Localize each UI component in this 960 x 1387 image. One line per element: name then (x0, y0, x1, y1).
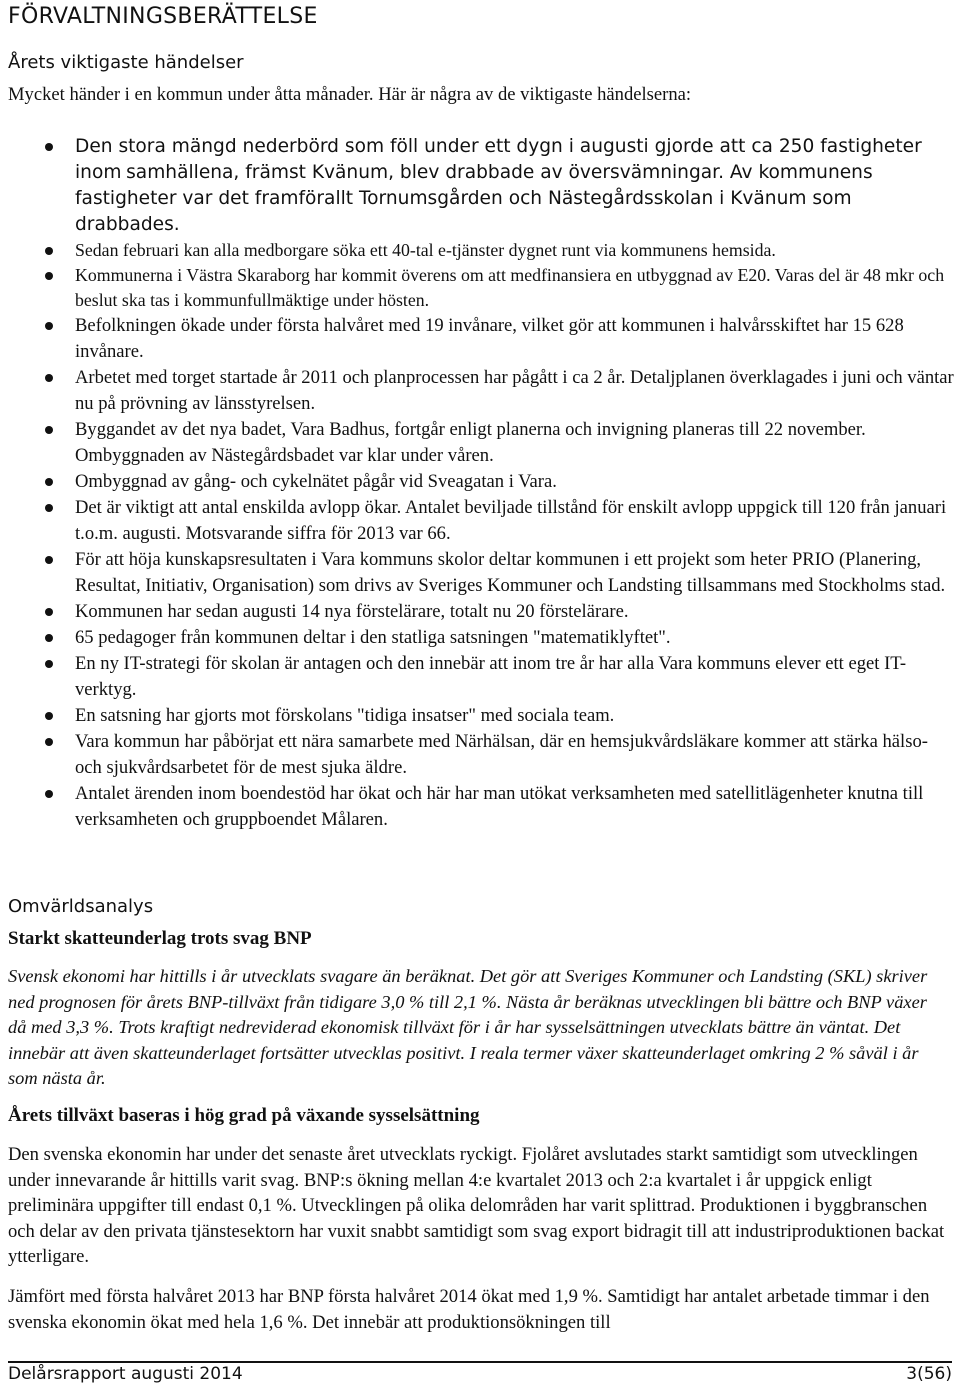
list-item-rest: satellitlägenheter knutna till verksamheten och gruppboendet Målaren. (75, 783, 924, 830)
list-item-first: För att höja kunskapsresultaten i Vara kommuns skolor deltar kommunen i ett projekt som heter (75, 549, 788, 570)
list-item-first: En ny IT-strategi för skolan är antagen och den innebär att inom tre år har alla Vara kommuns (75, 653, 771, 674)
list-item (0, 729, 955, 781)
intro-text: Mycket händer i en kommun under åtta månader. Här är några av de viktigaste händelserna: (8, 84, 692, 105)
list-item-first: Ombyggnad av gång- och cykelnätet pågår vid Sveagatan i Vara. (75, 471, 557, 492)
list-item-rest: att stärka hälso- och sjukvårdsarbetet för de mest sjuka äldre. (75, 731, 928, 778)
bullet-icon (45, 504, 53, 512)
list-item-rest: samhällena, främst Kvänum, blev drabbade av översvämningar. Av kommunens fastigheter var det framförallt Tornumsgården och Nästegårdsskolan i Kvänum som drabbades. (75, 162, 873, 235)
list-item-rest: elever ett eget IT-verktyg. (75, 653, 907, 700)
list-item (0, 365, 955, 417)
bullet-icon (45, 634, 53, 642)
bullet-icon (45, 143, 53, 151)
list-item-first: Antalet ärenden inom boendestöd har ökat och här har man utökat verksamheten med (75, 783, 712, 804)
bullet-icon (45, 374, 53, 382)
list-item (0, 547, 955, 599)
bullet-icon (45, 426, 53, 434)
list-item (0, 703, 955, 729)
list-item-first: En satsning har gjorts mot förskolans "tidiga insatser" med sociala team. (75, 705, 615, 726)
bullet-icon (45, 556, 53, 564)
list-item-first: Kommunerna i Västra Skaraborg har kommit överens om att medfinansiera en utbyggnad av E20. (75, 265, 771, 285)
list-item-rest: har 15 628 invånare. (75, 315, 904, 362)
bullet-icon (45, 608, 53, 616)
list-item (0, 625, 955, 651)
bullet-icon (45, 790, 53, 798)
subheading-growth: Årets tillväxt baseras i hög grad på växande sysselsättning (8, 1105, 480, 1126)
list-item-rest: november. Ombyggnaden av Nästegårdsbadet var klar under våren. (75, 419, 866, 466)
list-item (0, 599, 955, 625)
list-item (0, 495, 955, 547)
list-item-first: Arbetet med torget startade år 2011 och planprocessen har pågått i ca 2 år. Detaljplanen (75, 367, 726, 388)
italic-paragraph: Svensk ekonomi har hittills i år utvecklats svagare än beräknat. Det gör att Sveriges Kommuner och Landsting (SKL) skriver ned prognosen för årets BNP-tillväxt från tidigare 3,0 % till 2,1 %. Nästa år beräknas utvecklingen bli bättre och BNP växer då med 3,3 %. Trots kraftigt nedreviderad ekonomisk tillväxt för i år har sysselsättningen utvecklats bättre än väntat. Det innebär att även skatteunderlaget fortsätter utvecklas positivt. I reala termer växer skatteunderlaget omkring 2 % såväl i år som nästa år. (8, 966, 928, 1088)
events-list (0, 134, 955, 833)
section-heading-events: Årets viktigaste händelser (8, 52, 244, 73)
list-item-first: 65 pedagoger från kommunen deltar i den statliga satsningen "matematiklyftet". (75, 627, 671, 648)
footer-page-number: 3(56) (906, 1364, 952, 1384)
list-item-first: Kommunen har sedan augusti 14 nya förstelärare, totalt nu 20 förstelärare. (75, 601, 629, 622)
list-item-first: Vara kommun har påbörjat ett nära samarbete med Närhälsan, där en hemsjukvårdsläkare kommer (75, 731, 806, 752)
list-item (0, 238, 955, 263)
footer-report-title: Delårsrapport augusti 2014 (8, 1364, 243, 1384)
section-heading-analysis: Omvärldsanalys (8, 896, 154, 917)
list-item-rest: 120 från januari t.o.m. augusti. Motsvarande siffra för 2013 var 66. (75, 497, 947, 544)
list-item-first: Sedan februari kan alla medborgare söka ett 40-tal e-tjänster dygnet runt via kommunens hemsida. (75, 240, 776, 260)
bullet-icon (45, 660, 53, 668)
subheading-tax-base: Starkt skatteunderlag trots svag BNP (8, 928, 312, 949)
bullet-icon (45, 478, 53, 486)
body-paragraph-2: Jämfört med första halvåret 2013 har BNP första halvåret 2014 ökat med 1,9 %. Samtidigt har antalet arbetade timmar i den svenska ekonomin ökat med hela 1,6 %. Det innebär att produktionsökningen till (8, 1286, 930, 1333)
bullet-icon (45, 322, 53, 330)
footer-divider (8, 1361, 952, 1363)
list-item (0, 313, 955, 365)
list-item-rest: Varas del är 48 mkr och beslut ska tas i kommunfullmäktige under hösten. (75, 265, 945, 310)
list-item (0, 469, 955, 495)
body-paragraph-1: Den svenska ekonomin har under det senaste året utvecklats ryckigt. Fjolåret avslutades starkt samtidigt som utvecklingen under innevarande år hittills varit svag. BNP:s ökning mellan 4:e kvartalet 2013 och 2:a kvartalet i år uppgick enligt preliminära uppgifter till endast 0,1 %. Utvecklingen på olika delområden har varit splittrad. Produktionen i byggbranschen och delar av den privata tjänstesektorn har vuxit snabbt samtidigt som svag export bidragit till att industriproduktionen backat ytterligare. (8, 1144, 945, 1267)
list-item-rest: PRIO (Planering, Resultat, Initiativ, Organisation) som drivs av Sveriges Kommuner och Landsting tillsammans med Stockholms stad. (75, 549, 946, 596)
list-item (0, 651, 955, 703)
bullet-icon (45, 272, 53, 280)
list-item-first: Den stora mängd nederbörd som föll under ett dygn i augusti gjorde att ca 250 fastigheter inom (75, 136, 922, 183)
list-item (0, 781, 955, 833)
list-item-first: Befolkningen ökade under första halvåret med 19 invånare, vilket gör att kommunen i halvårsskiftet (75, 315, 820, 336)
list-item (0, 134, 955, 238)
bullet-icon (45, 738, 53, 746)
list-item-first: Det är viktigt att antal enskilda avlopp ökar. Antalet beviljade tillstånd för enskilt avlopp uppgick till (75, 497, 823, 518)
list-item (0, 263, 955, 313)
bullet-icon (45, 712, 53, 720)
page-title: FÖRVALTNINGSBERÄTTELSE (8, 4, 318, 29)
list-item-first: Byggandet av det nya badet, Vara Badhus, fortgår enligt planerna och invigning planeras till 22 (75, 419, 784, 440)
bullet-icon (45, 247, 53, 255)
list-item-rest: överklagades i juni och väntar nu på prövning av länsstyrelsen. (75, 367, 954, 414)
list-item (0, 417, 955, 469)
